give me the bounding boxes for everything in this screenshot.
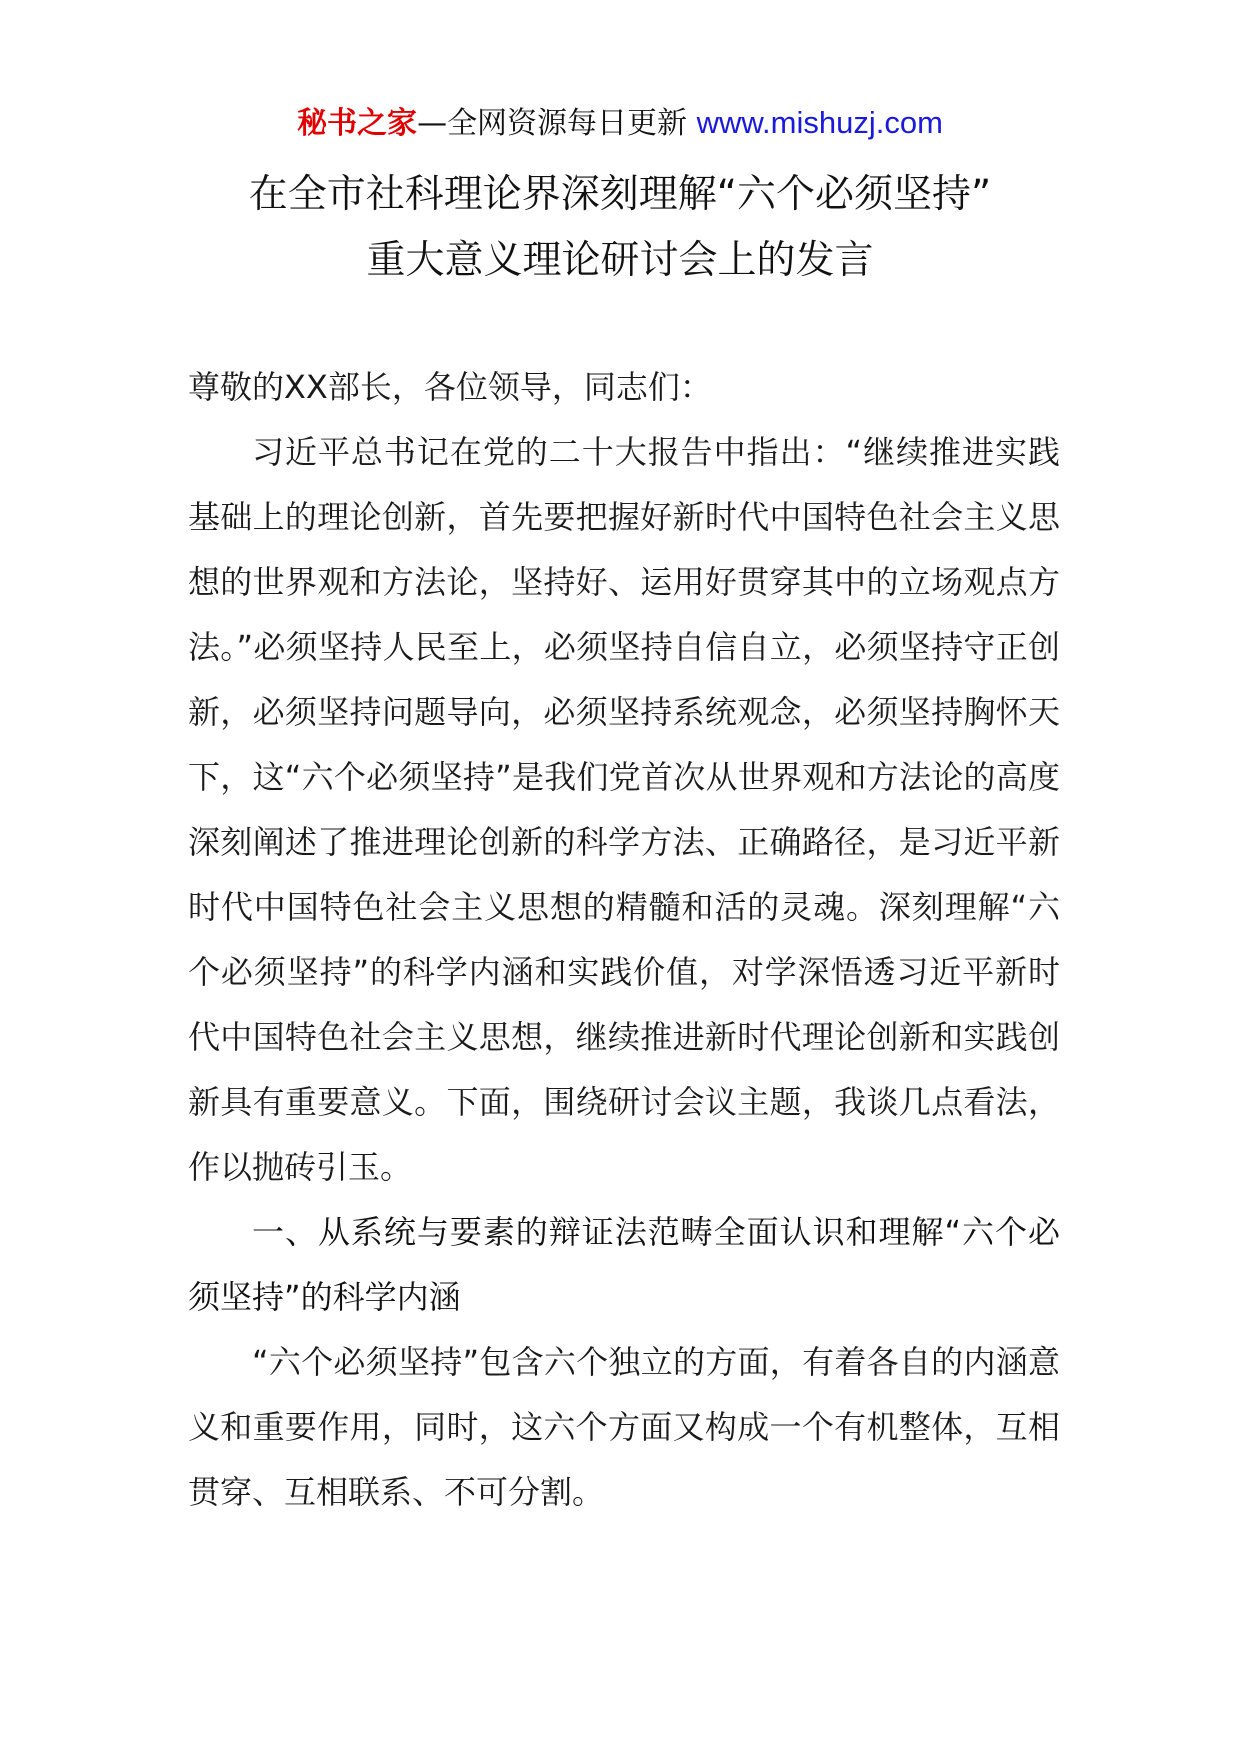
section-heading-1: 一、从系统与要素的辩证法范畴全面认识和理解“六个必须坚持”的科学内涵 xyxy=(188,1213,1060,1316)
document-body xyxy=(188,355,1060,1525)
document-title xyxy=(0,162,1240,294)
site-banner xyxy=(0,98,1240,149)
site-tagline: —全网资源每日更新 xyxy=(417,106,688,141)
document-title-line-2: 重大意义理论研讨会上的发言 xyxy=(366,238,874,283)
site-brand-name: 秘书之家 xyxy=(297,106,418,141)
paragraph-section-1: “六个必须坚持”包含六个独立的方面，有着各自的内涵意义和重要作用，同时，这六个方面又构成一个有机整体，互相贯穿、互相联系、不可分割。 xyxy=(188,1343,1060,1511)
site-url-link[interactable]: www.mishuzj.com xyxy=(696,105,943,140)
document-title-line-1: 在全市社科理论界深刻理解“六个必须坚持” xyxy=(248,172,992,217)
paragraph-intro: 习近平总书记在党的二十大报告中指出：“继续推进实践基础上的理论创新，首先要把握好新时代中国特色社会主义思想的世界观和方法论，坚持好、运用好贯穿其中的立场观点方法。”必须坚持人民至上，必须坚持自信自立，必须坚持守正创新，必须坚持问题导向，必须坚持系统观念，必须坚持胸怀天下，这“六个必须坚持”是我们党首次从世界观和方法论的高度深刻阐述了推进理论创新的科学方法、正确路径，是习近平新时代中国特色社会主义思想的精髓和活的灵魂。深刻理解“六个必须坚持”的科学内涵和实践价值，对学深悟透习近平新时代中国特色社会主义思想，继续推进新时代理论创新和实践创新具有重要意义。下面，围绕研讨会议主题，我谈几点看法，作以抛砖引玉。 xyxy=(188,433,1060,1186)
salutation: 尊敬的XX部长，各位领导，同志们： xyxy=(188,368,712,406)
